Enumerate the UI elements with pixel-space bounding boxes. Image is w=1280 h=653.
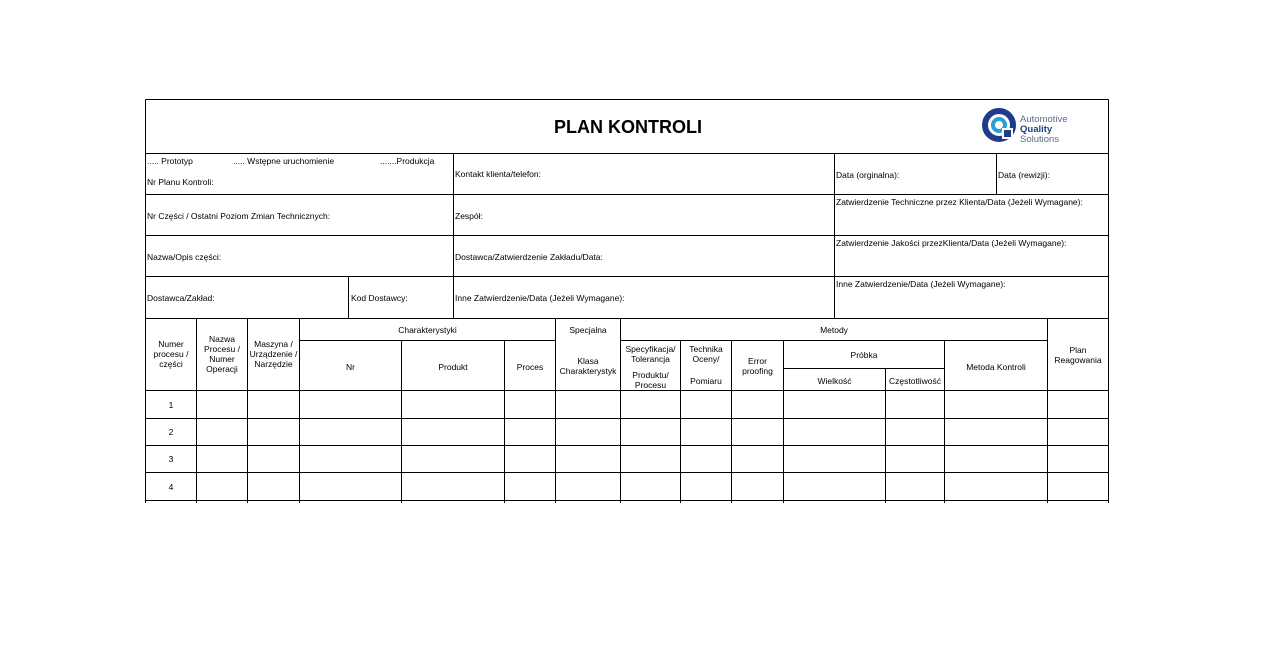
supplier-approval-field[interactable]: Dostawca/Zatwierdzenie Zakładu/Data: xyxy=(455,252,603,262)
col-technique-sub: Pomiaru xyxy=(690,376,722,386)
revision-date-field[interactable]: Data (rewizji): xyxy=(998,170,1050,180)
prototype-option[interactable]: ..... Prototyp xyxy=(147,156,193,166)
supplier-code-field[interactable]: Kod Dostawcy: xyxy=(351,293,408,303)
col-product: Produkt xyxy=(438,362,468,372)
col-machine: Maszyna / Urządzenie / Narzędzie xyxy=(249,339,298,369)
part-number-field[interactable]: Nr Części / Ostatni Poziom Zmian Technicznych: xyxy=(147,211,331,221)
customer-contact-field[interactable]: Kontakt klienta/telefon: xyxy=(455,169,542,179)
col-sample: Próbka xyxy=(850,350,878,360)
col-nr: Nr xyxy=(346,362,355,372)
col-reaction-plan: Plan Reagowania xyxy=(1054,345,1102,365)
col-control-method: Metoda Kontroli xyxy=(966,362,1026,372)
col-error-proofing: Error proofing xyxy=(742,356,773,376)
row-number: 1 xyxy=(168,400,174,410)
team-field[interactable]: Zespół: xyxy=(455,211,483,221)
col-special: Specjalna xyxy=(569,325,607,335)
page-title: PLAN KONTROLI xyxy=(554,117,702,137)
control-plan-number-field[interactable]: Nr Planu Kontroli: xyxy=(147,177,214,187)
row-number: 3 xyxy=(168,454,174,464)
logo-mark-icon xyxy=(982,108,1018,144)
col-class: Klasa Charakterystyk xyxy=(559,356,617,376)
col-process-number: Numer procesu / części xyxy=(153,339,189,369)
col-technique: Technika Oceny/ xyxy=(689,344,723,364)
quality-approval-field[interactable]: Zatwierdzenie Jakości przezKlienta/Data (Jeżeli Wymagane): xyxy=(836,238,1067,248)
logo-text-3: Solutions xyxy=(1020,134,1060,145)
technical-approval-field[interactable]: Zatwierdzenie Techniczne przez Klienta/Data (Jeżeli Wymagane): xyxy=(836,197,1083,207)
logo-text-2: Quality xyxy=(1020,124,1053,135)
col-specification: Specyfikacja/ Tolerancja xyxy=(625,344,676,364)
company-logo xyxy=(982,108,1102,148)
col-specification-sub: Produktu/ Procesu xyxy=(632,370,669,390)
row-number: 4 xyxy=(168,482,174,492)
other-approval-field-mid[interactable]: Inne Zatwierdzenie/Data (Jeżeli Wymagane): xyxy=(455,293,625,303)
row-number: 2 xyxy=(168,427,174,437)
col-process-name: Nazwa Procesu / Numer Operacji xyxy=(204,334,240,374)
col-methods: Metody xyxy=(820,325,848,335)
prelaunch-option[interactable]: ..... Wstępne uruchomienie xyxy=(233,156,335,166)
other-approval-field-right[interactable]: Inne Zatwierdzenie/Data (Jeżeli Wymagane): xyxy=(836,279,1006,289)
supplier-plant-field[interactable]: Dostawca/Zakład: xyxy=(147,293,215,303)
original-date-field[interactable]: Data (orginalna): xyxy=(836,170,900,180)
logo-text-1: Automotive xyxy=(1020,114,1068,125)
col-characteristics: Charakterystyki xyxy=(398,325,457,335)
col-frequency: Częstotliwość xyxy=(889,376,941,386)
col-process: Proces xyxy=(516,362,544,372)
production-option[interactable]: .......Produkcja xyxy=(380,156,435,166)
part-name-field[interactable]: Nazwa/Opis części: xyxy=(147,252,222,262)
col-size: Wielkość xyxy=(817,376,852,386)
